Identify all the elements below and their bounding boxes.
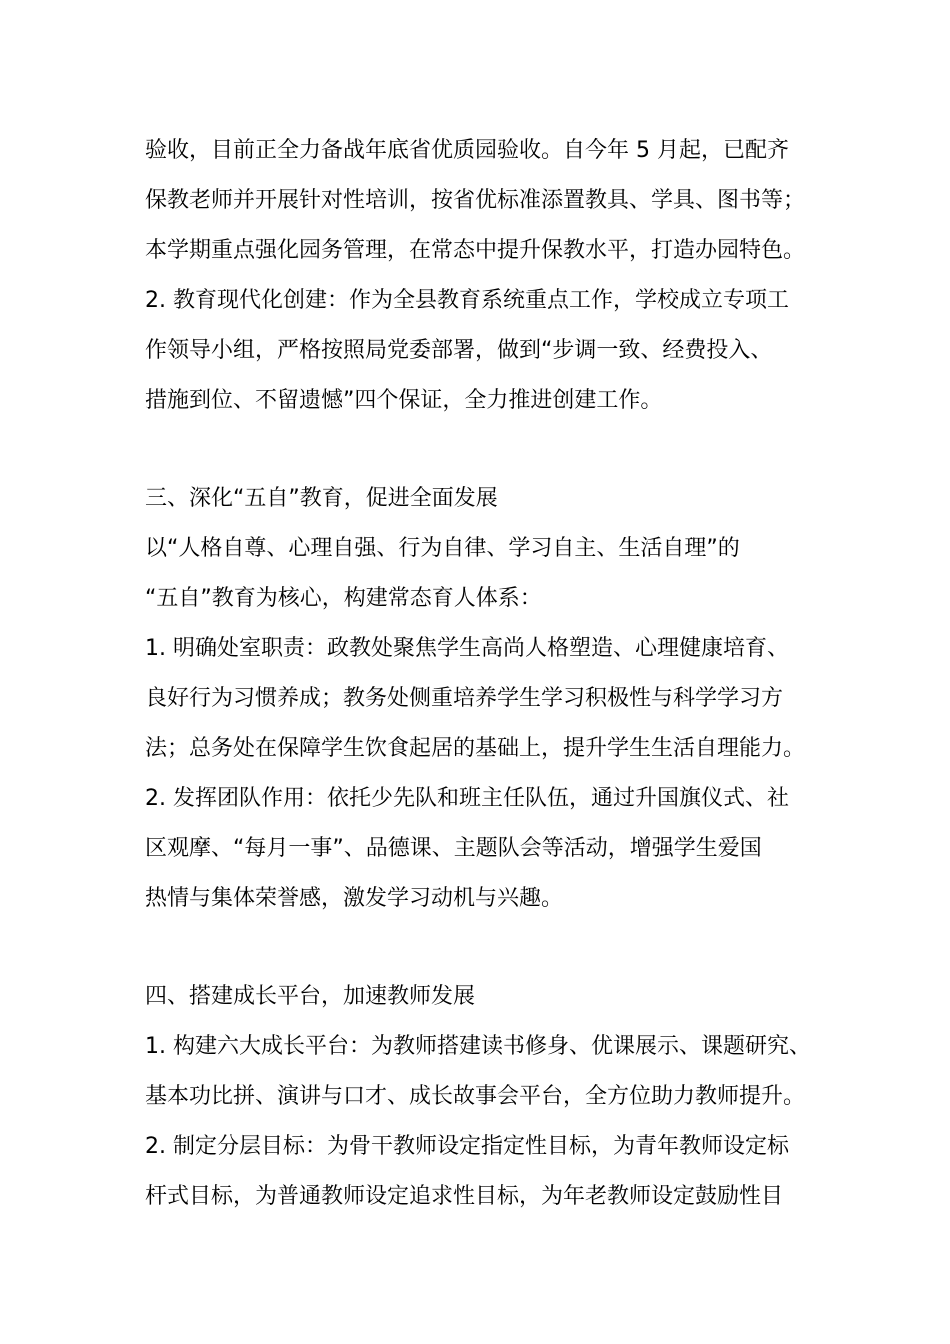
list-item: 2. 发挥团队作用：依托少先队和班主任队伍，通过升国旗仪式、社 — [145, 786, 789, 811]
paragraph-line: 本学期重点强化园务管理，在常态中提升保教水平，打造办园特色。 — [145, 238, 806, 263]
paragraph-line: 保教老师并开展针对性培训，按省优标准添置教具、学具、图书等； — [145, 188, 806, 213]
paragraph-line: 热情与集体荣誉感，激发学习动机与兴趣。 — [145, 886, 564, 911]
list-item: 1. 明确处室职责：政教处聚焦学生高尚人格塑造、心理健康培育、 — [145, 636, 789, 661]
paragraph-line: 验收，目前正全力备战年底省优质园验收。自今年 5 月起，已配齐 — [145, 138, 789, 163]
paragraph-line: 措施到位、不留遗憾”四个保证，全力推进创建工作。 — [145, 388, 663, 413]
paragraph-line: 区观摩、“每月一事”、品德课、主题队会等活动，增强学生爱国 — [145, 836, 762, 861]
paragraph-line: 基本功比拼、演讲与口才、成长故事会平台，全方位助力教师提升。 — [145, 1084, 806, 1109]
paragraph-line: 作领导小组，严格按照局党委部署，做到“步调一致、经费投入、 — [145, 338, 773, 363]
section-heading: 四、搭建成长平台，加速教师发展 — [145, 984, 476, 1009]
section-heading: 三、深化“五自”教育，促进全面发展 — [145, 486, 498, 511]
paragraph-line: 法；总务处在保障学生饮食起居的基础上，提升学生生活自理能力。 — [145, 736, 806, 761]
paragraph-line: 杆式目标，为普通教师设定追求性目标，为年老教师设定鼓励性目 — [145, 1184, 784, 1209]
list-item: 1. 构建六大成长平台：为教师搭建读书修身、优课展示、课题研究、 — [145, 1034, 811, 1059]
paragraph-line: 良好行为习惯养成；教务处侧重培养学生学习积极性与科学学习方 — [145, 686, 784, 711]
paragraph-line: 以“人格自尊、心理自强、行为自律、学习自主、生活自理”的 — [145, 536, 740, 561]
list-item: 2. 制定分层目标：为骨干教师设定指定性目标，为青年教师设定标 — [145, 1134, 789, 1159]
list-item: 2. 教育现代化创建：作为全县教育系统重点工作，学校成立专项工 — [145, 288, 789, 313]
paragraph-line: “五自”教育为核心，构建常态育人体系： — [145, 586, 542, 611]
